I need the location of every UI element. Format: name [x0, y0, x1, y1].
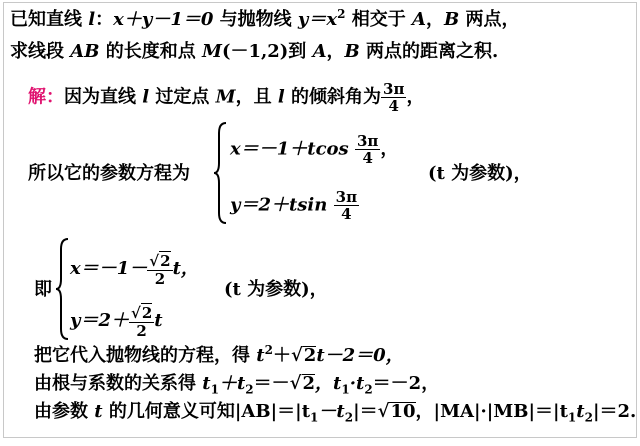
text: t: [94, 401, 103, 422]
text: t: [154, 310, 163, 331]
text: ·t: [349, 373, 365, 394]
text: ＋: [272, 345, 291, 366]
text: ＝－: [253, 373, 290, 394]
system1-x-equation: [230, 133, 398, 166]
vieta-line: 由根与系数的关系得 $t_1+t_2=-√2$，$t_1\cdot t_2=-2$，: [34, 373, 440, 397]
text: B: [444, 9, 460, 30]
exponent: 2: [264, 343, 273, 357]
text: ＋t: [218, 373, 246, 394]
text: 的倾斜角为: [284, 86, 382, 108]
text: M: [202, 41, 222, 62]
text: ，: [406, 86, 425, 108]
text: l: [277, 86, 285, 108]
subscript: 2: [344, 410, 354, 425]
angle-fraction: [381, 81, 406, 114]
text: AB: [70, 41, 100, 62]
document-page: [3, 2, 637, 438]
param-intro: [28, 163, 190, 185]
text: t: [256, 345, 265, 366]
param-note-1: [428, 163, 532, 185]
text: (－1,2)到: [221, 41, 313, 62]
text: (t 为参数)，: [224, 279, 328, 300]
system2-x-equation: [70, 251, 199, 287]
text: A: [412, 9, 426, 30]
text: 两点的距离之积.: [359, 41, 499, 62]
text: ：: [95, 9, 114, 30]
cos-fraction: [355, 133, 380, 166]
text: (t 为参数)，: [428, 163, 532, 184]
exponent: 2: [337, 7, 346, 21]
radicand: 2: [141, 304, 153, 322]
text: 所以它的参数方程为: [28, 163, 190, 184]
sin-fraction: [334, 189, 359, 222]
text: t: [202, 373, 211, 394]
denominator: 2: [136, 322, 147, 340]
numerator: 3π: [383, 80, 405, 98]
text: l: [88, 9, 96, 30]
text: －t: [318, 401, 345, 422]
subscript: 2: [584, 410, 593, 425]
denominator: 4: [388, 97, 399, 115]
subscript: 1: [310, 410, 319, 425]
param-note-2: [224, 279, 328, 301]
text: 相交于: [345, 9, 413, 30]
numerator: 3π: [335, 188, 358, 206]
equation: x＝－1－: [70, 258, 148, 279]
denominator: 2: [154, 270, 166, 288]
text: 因为直线: [64, 86, 143, 108]
radicand: 10: [390, 401, 416, 422]
text: ，t: [315, 373, 342, 394]
subscript: 1: [567, 410, 577, 425]
subscript: 2: [245, 382, 254, 397]
text: B: [344, 41, 360, 62]
text: 求线段: [10, 41, 71, 62]
text: |＝: [353, 401, 378, 422]
text: t: [576, 401, 585, 422]
text: ，: [380, 138, 399, 160]
equation: x＝－1＋tcos: [230, 138, 349, 160]
subscript: 1: [210, 382, 219, 397]
solution-line-1: [28, 81, 424, 114]
text: 即: [34, 279, 52, 300]
problem-line-2: [10, 41, 498, 63]
text: 过定点: [149, 86, 216, 108]
text: 的几何意义可知|AB|＝|t: [102, 401, 311, 422]
text: 由根与系数的关系得: [34, 373, 203, 394]
system2-y-equation: [70, 303, 163, 339]
text: ，: [326, 41, 345, 62]
numerator: 3π: [356, 132, 379, 150]
left-brace-icon: [212, 121, 228, 225]
substitution-line: 把它代入抛物线的方程，得 $t^2+√2t-2=0$，: [34, 343, 404, 366]
numerator: √2: [149, 252, 171, 270]
denominator: 4: [341, 205, 352, 223]
text: M: [215, 86, 236, 108]
text: 两点，: [459, 9, 520, 30]
subscript: 2: [364, 382, 373, 397]
radicand: 2: [302, 373, 316, 394]
sqrt2-over-2-fraction: [147, 251, 172, 287]
text: ，: [426, 9, 444, 30]
text: 把它代入抛物线的方程，得: [34, 345, 257, 366]
ji-label: [34, 279, 52, 301]
radicand: 2: [160, 252, 171, 270]
text: 与抛物线: [213, 9, 298, 30]
numerator: √2: [130, 304, 153, 322]
equation: y＝2＋: [70, 310, 129, 331]
text: ＝－2，: [372, 373, 440, 394]
text: ，|MA|·|MB|＝|t: [415, 401, 568, 422]
text: l: [142, 86, 150, 108]
geometric-line: 由参数 t 的几何意义可知$|AB|=|t_1-t_2|=√10$，$|MA|\cdot|MB|=|t_1t_2|=2$.: [34, 401, 637, 425]
text: ，且: [235, 86, 278, 108]
denominator: 4: [362, 149, 373, 167]
text: 已知直线: [10, 9, 89, 30]
text: 由参数: [34, 401, 95, 422]
problem-line-1: [10, 9, 520, 31]
text: t，: [172, 258, 199, 279]
text: t－2＝0，: [316, 345, 404, 366]
radicand: 2: [303, 345, 317, 366]
solution-label: 解：: [28, 86, 64, 108]
text: |＝2.: [592, 401, 637, 422]
equation: y＝x: [297, 9, 338, 30]
text: A: [312, 41, 327, 62]
subscript: 1: [341, 382, 350, 397]
left-brace-icon: [54, 237, 70, 341]
equation: y＝2＋tsin: [230, 194, 328, 216]
system1-y-equation: [230, 189, 359, 222]
equation: x＋y－1＝0: [113, 9, 214, 30]
sqrt2-over-2-fraction: [129, 303, 154, 339]
text: 的长度和点: [99, 41, 203, 62]
